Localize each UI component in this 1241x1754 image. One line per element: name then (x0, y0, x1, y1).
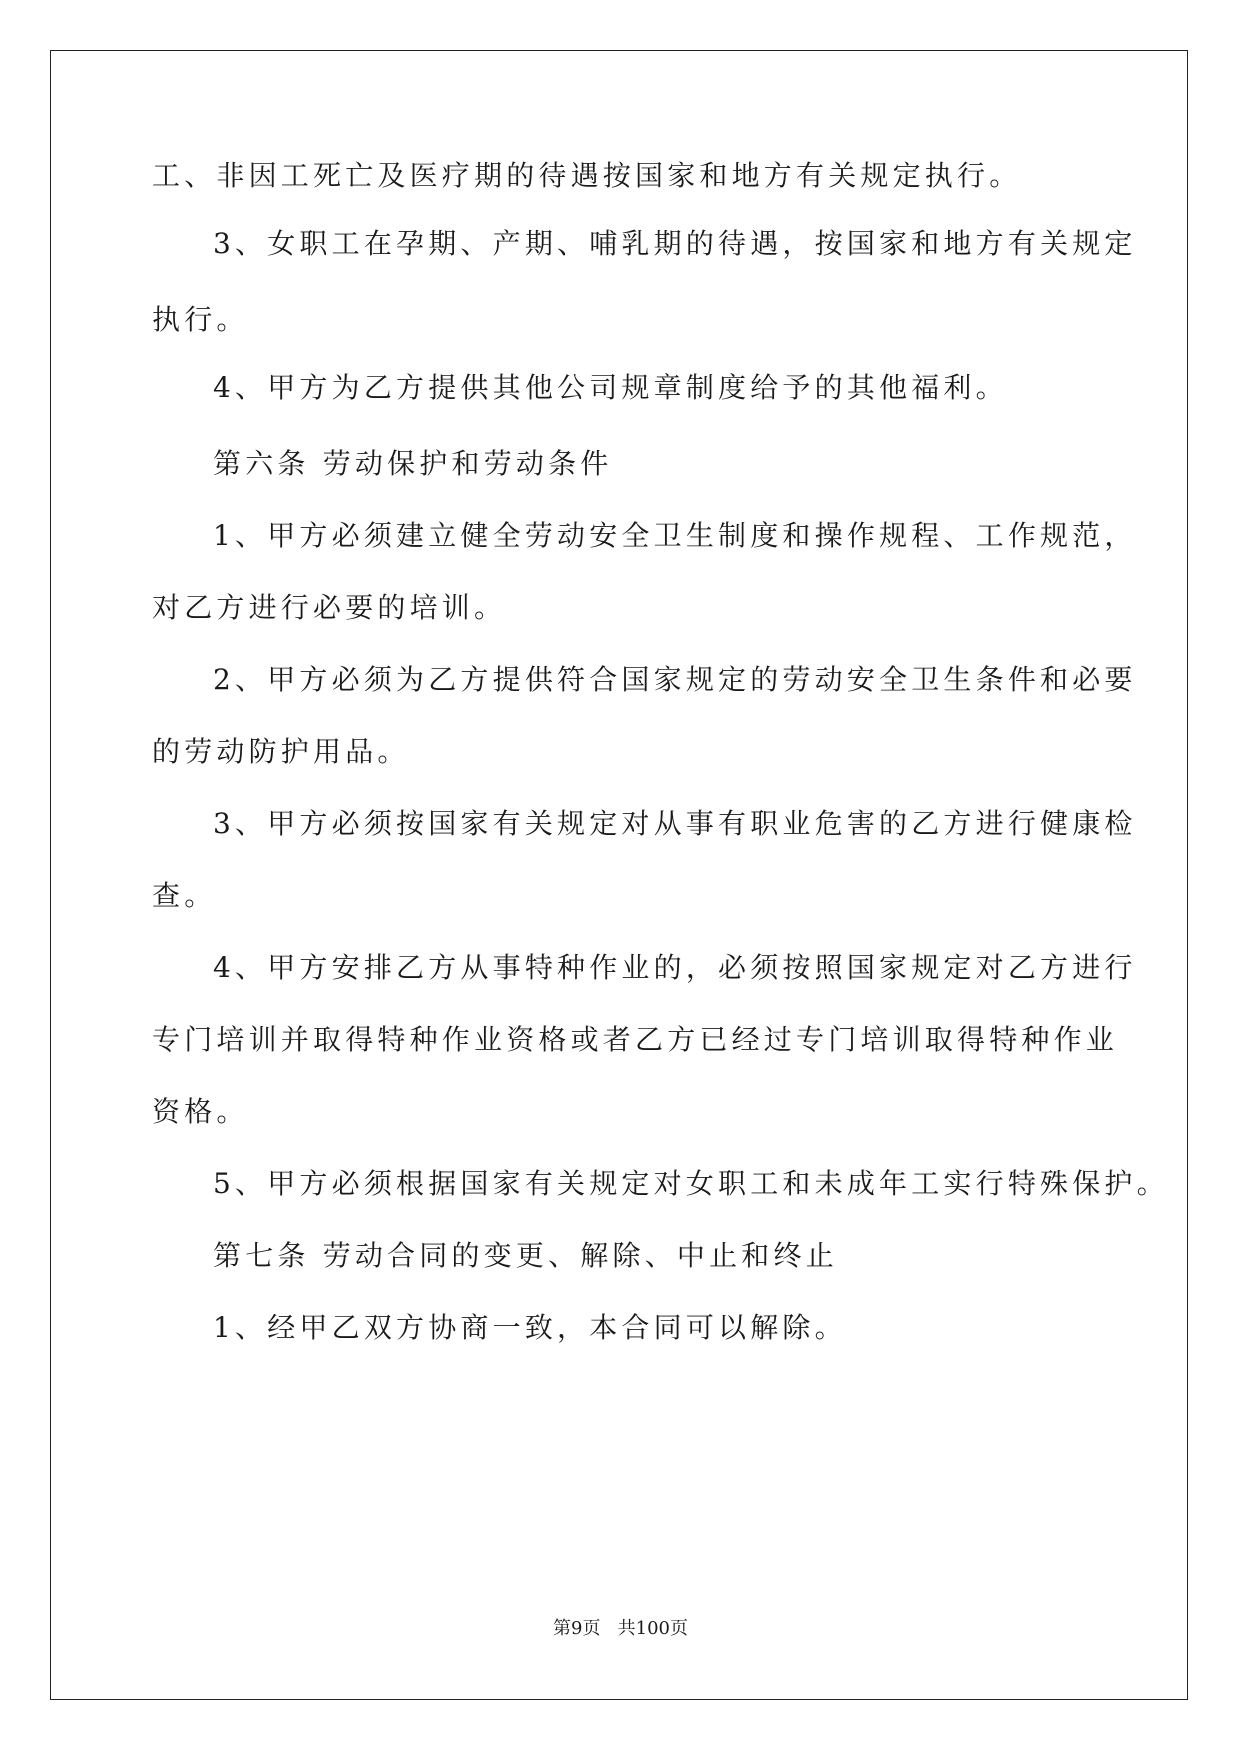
text-line: 查。 (152, 879, 217, 912)
text-line: 4、甲方安排乙方从事特种作业的，必须按照国家规定对乙方进行 (213, 951, 1137, 984)
text-line: 执行。 (152, 303, 249, 336)
text-line: 2、甲方必须为乙方提供符合国家规定的劳动安全卫生条件和必要 (213, 663, 1137, 696)
text-line: 4、甲方为乙方提供其他公司规章制度给予的其他福利。 (213, 371, 1008, 404)
page-number: 第9页 共100页 (553, 1618, 688, 1639)
text-line: 专门培训并取得特种作业资格或者乙方已经过专门培训取得特种作业 (152, 1023, 1119, 1056)
text-line: 3、甲方必须按国家有关规定对从事有职业危害的乙方进行健康检 (213, 807, 1137, 840)
text-line: 3、女职工在孕期、产期、哺乳期的待遇，按国家和地方有关规定 (213, 227, 1137, 260)
page-border (50, 50, 1188, 1700)
text-line: 5、甲方必须根据国家有关规定对女职工和未成年工实行特殊保护。 (213, 1167, 1169, 1200)
text-line: 1、经甲乙双方协商一致，本合同可以解除。 (213, 1311, 847, 1344)
section-heading: 第六条 劳动保护和劳动条件 (213, 447, 613, 480)
text-line: 资格。 (152, 1095, 249, 1128)
text-line: 的劳动防护用品。 (152, 735, 410, 768)
text-line: 1、甲方必须建立健全劳动安全卫生制度和操作规程、工作规范， (213, 519, 1137, 552)
text-line: 对乙方进行必要的培训。 (152, 591, 507, 624)
page-footer (0, 1617, 1241, 1641)
section-heading: 第七条 劳动合同的变更、解除、中止和终止 (213, 1239, 838, 1272)
text-line: 工、非因工死亡及医疗期的待遇按国家和地方有关规定执行。 (152, 159, 1022, 192)
